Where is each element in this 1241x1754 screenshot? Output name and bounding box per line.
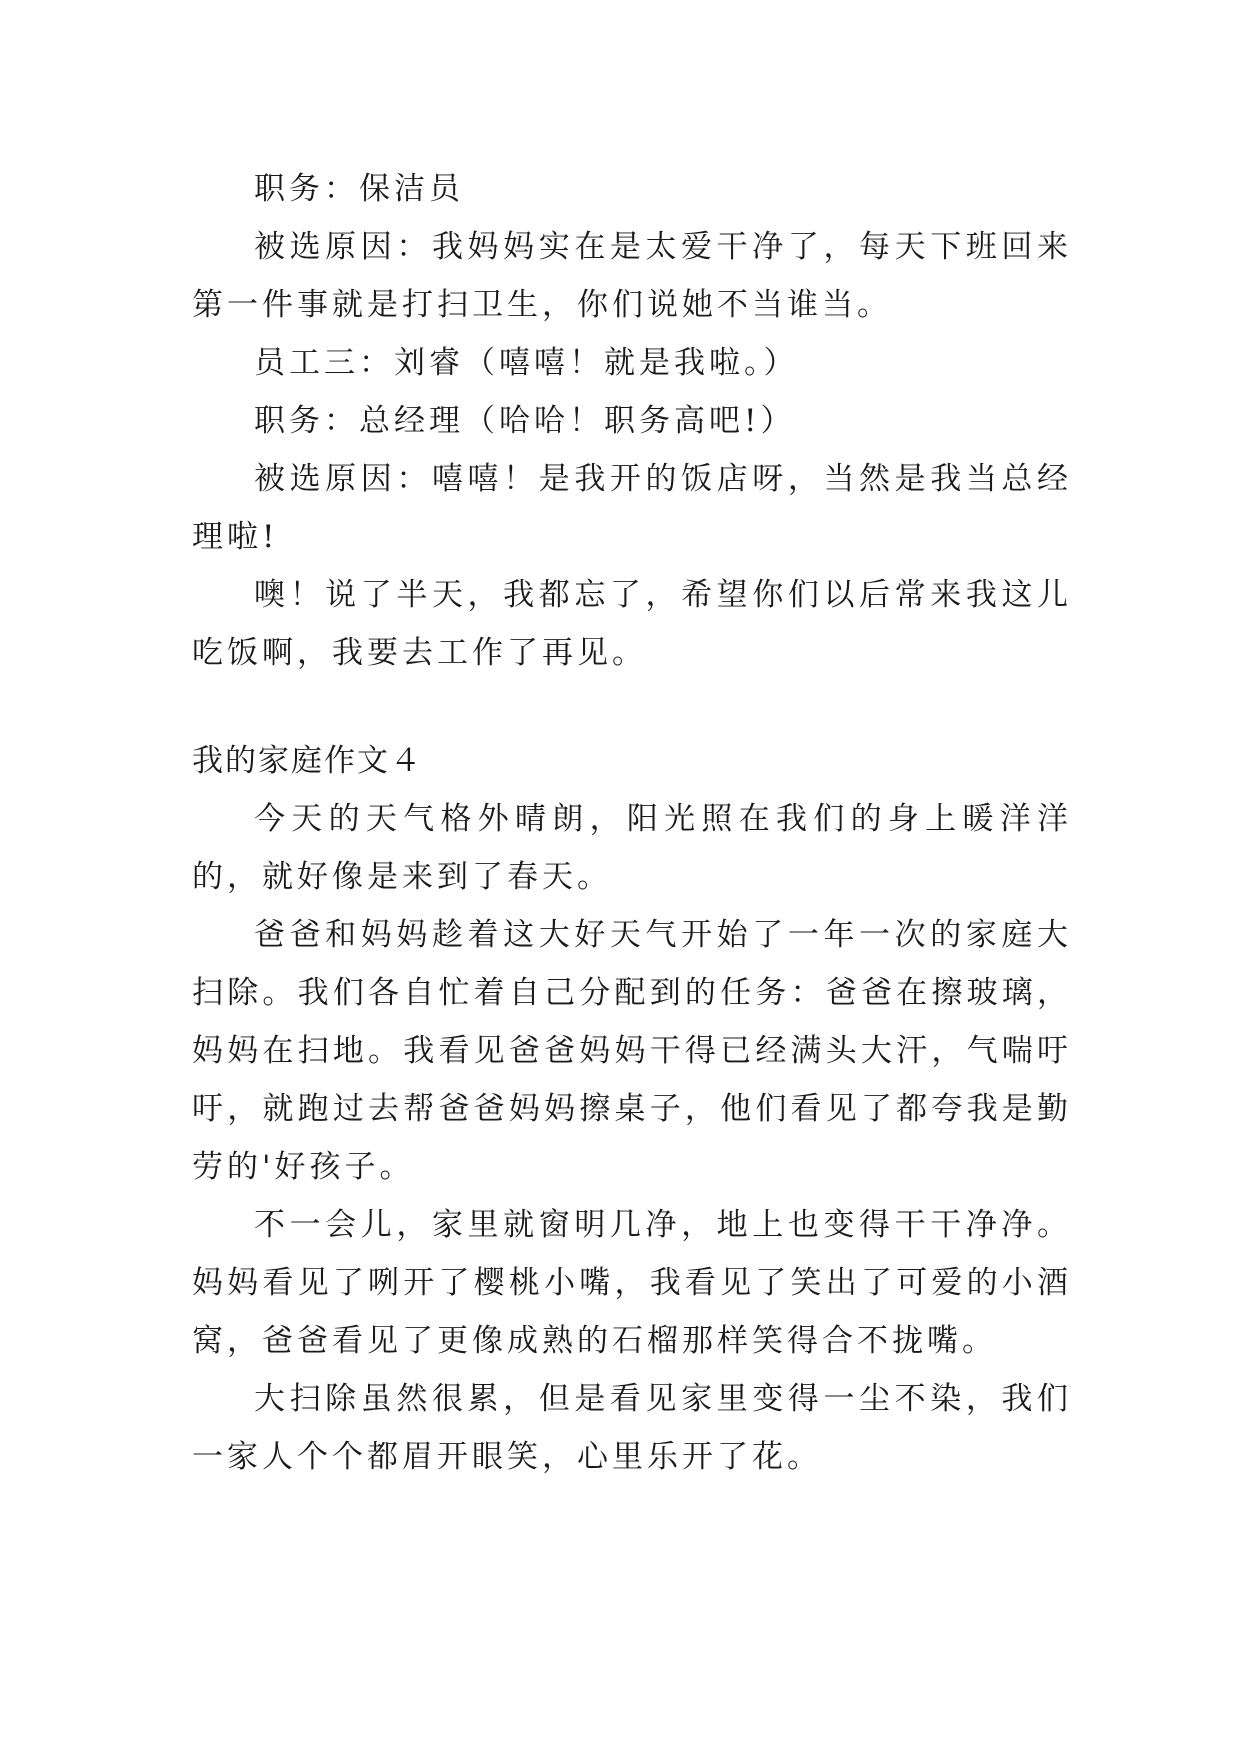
paragraph-farewell: 噢！说了半天，我都忘了，希望你们以后常来我这儿吃饭啊，我要去工作了再见。	[192, 577, 1072, 671]
paragraph-weather: 今天的天气格外晴朗，阳光照在我们的身上暖洋洋的，就好像是来到了春天。	[192, 801, 1072, 895]
section-title: 我的家庭作文４	[192, 743, 423, 779]
paragraph-duty-cleaner: 职务：保洁员	[254, 171, 464, 207]
paragraph-duty-manager: 职务：总经理（哈哈！职务高吧!）	[254, 403, 796, 439]
paragraph-reason-mother: 被选原因：我妈妈实在是太爱干净了，每天下班回来第一件事就是打扫卫生，你们说她不当谁当。	[192, 229, 1072, 323]
paragraph-conclusion: 大扫除虽然很累，但是看见家里变得一尘不染，我们一家人个个都眉开眼笑，心里乐开了花。	[192, 1381, 1072, 1475]
paragraph-cleaning: 爸爸和妈妈趁着这大好天气开始了一年一次的家庭大扫除。我们各自忙着自己分配到的任务：爸爸在擦玻璃，妈妈在扫地。我看见爸爸妈妈干得已经满头大汗，气喘吁吁，就跑过去帮爸爸妈妈擦桌子，他们看见了都夸我是勤劳的'好孩子。	[192, 917, 1072, 1185]
paragraph-result: 不一会儿，家里就窗明几净，地上也变得干干净净。妈妈看见了咧开了樱桃小嘴，我看见了笑出了可爱的小酒窝，爸爸看见了更像成熟的石榴那样笑得合不拢嘴。	[192, 1207, 1072, 1359]
document-body	[192, 160, 1072, 1486]
paragraph-reason-manager: 被选原因：嘻嘻！是我开的饭店呀，当然是我当总经理啦!	[192, 461, 1072, 555]
paragraph-employee-three: 员工三：刘睿（嘻嘻！就是我啦。）	[254, 345, 799, 381]
